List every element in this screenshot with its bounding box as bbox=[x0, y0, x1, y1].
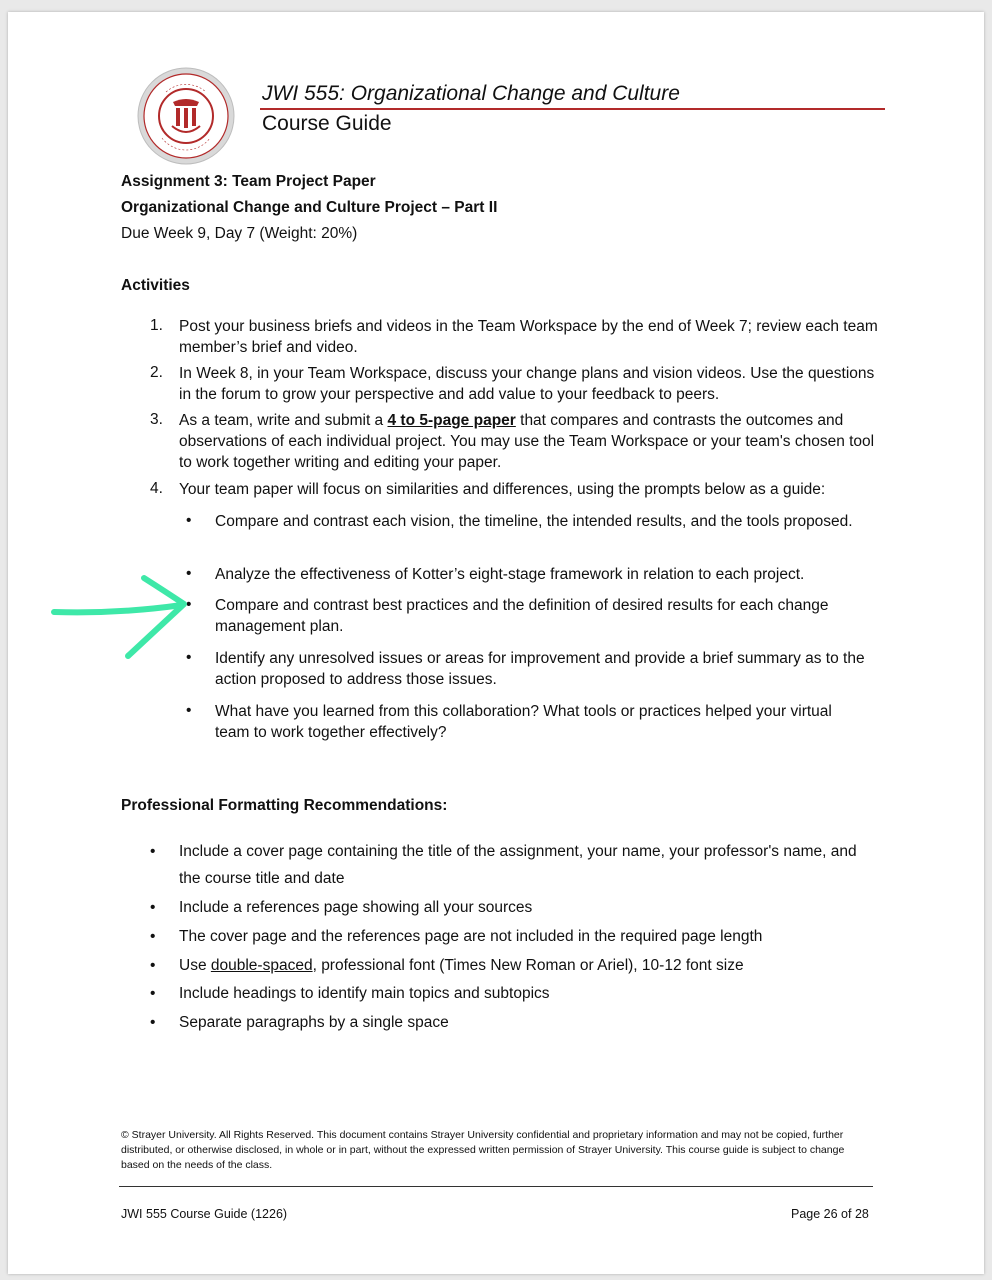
bullet-icon: • bbox=[150, 928, 156, 945]
bullet-icon: • bbox=[150, 957, 156, 974]
jack-welch-logo bbox=[136, 66, 236, 166]
bullet-icon: • bbox=[150, 843, 156, 860]
activity-number: 4. bbox=[150, 480, 163, 497]
prompt-item: Analyze the effectiveness of Kotter’s eight-stage framework in relation to each project. bbox=[215, 566, 805, 583]
formatting-item: Include a references page showing all your sources bbox=[179, 899, 533, 916]
course-subtitle: Course Guide bbox=[262, 112, 392, 135]
course-title: JWI 555: Organizational Change and Culture bbox=[262, 82, 680, 105]
activity-text: that compares and contrasts the outcomes and observations of each individual project. You may use the Team Workspace or your team's chosen tool to work together writing and editing your paper. bbox=[179, 412, 875, 471]
activity-text: As a team, write and submit a bbox=[179, 412, 388, 429]
activity-item: Post your business briefs and videos in the Team Workspace by the end of Week 7; review each team member’s brief and video. bbox=[179, 318, 878, 356]
double-spaced-emphasis: double-spaced bbox=[210, 957, 313, 974]
bullet-icon: • bbox=[150, 899, 156, 916]
document-id: JWI 555 Course Guide (1226) bbox=[121, 1207, 288, 1221]
formatting-text: , professional font (Times New Roman or Ariel), 10-12 font size bbox=[312, 957, 744, 974]
bullet-icon: • bbox=[186, 565, 192, 582]
formatting-item: Include headings to identify main topics and subtopics bbox=[179, 985, 550, 1002]
bullet-icon: • bbox=[186, 702, 192, 719]
header-rule bbox=[260, 108, 885, 110]
activity-item: In Week 8, in your Team Workspace, discuss your change plans and vision videos. Use the questions in the forum to grow your perspective and add value to your feedback to peers. bbox=[179, 365, 875, 403]
page-number: Page 26 of 28 bbox=[791, 1207, 869, 1221]
bullet-icon: • bbox=[186, 512, 192, 529]
bullet-icon: • bbox=[150, 1014, 156, 1031]
assignment-due: Due Week 9, Day 7 (Weight: 20%) bbox=[121, 225, 358, 242]
activities-heading: Activities bbox=[121, 277, 190, 294]
activity-number: 1. bbox=[150, 317, 163, 334]
bullet-icon: • bbox=[186, 596, 192, 613]
prompt-item: Identify any unresolved issues or areas for improvement and provide a brief summary as to the action proposed to address those issues. bbox=[215, 650, 865, 688]
activity-number: 3. bbox=[150, 411, 163, 428]
formatting-heading: Professional Formatting Recommendations: bbox=[121, 797, 448, 814]
formatting-item: Separate paragraphs by a single space bbox=[179, 1014, 449, 1031]
prompt-item: Compare and contrast best practices and the definition of desired results for each change management plan. bbox=[215, 597, 829, 635]
formatting-text: Use bbox=[179, 957, 211, 974]
activity-number: 2. bbox=[150, 364, 163, 381]
prompt-item: What have you learned from this collaboration? What tools or practices helped your virtual team to work together effectively? bbox=[215, 703, 832, 741]
assignment-title: Assignment 3: Team Project Paper bbox=[121, 173, 376, 190]
copyright-notice: © Strayer University. All Rights Reserved. This document contains Strayer University confidential and proprietary information and may not be copied, further distributed, or otherwise disclosed, in whole or in part, without the expressed written permission of Strayer University. This course guide is subject to change based on the needs of the class. bbox=[121, 1129, 845, 1171]
bullet-icon: • bbox=[150, 985, 156, 1002]
prompt-item: Compare and contrast each vision, the timeline, the intended results, and the tools proposed. bbox=[215, 513, 853, 530]
page-length-emphasis: 4 to 5-page paper bbox=[387, 412, 516, 429]
formatting-item bbox=[179, 952, 869, 979]
activity-item: Your team paper will focus on similarities and differences, using the prompts below as a guide: bbox=[179, 481, 826, 498]
assignment-subtitle: Organizational Change and Culture Project – Part II bbox=[121, 199, 498, 216]
annotation-arrow-icon bbox=[48, 570, 198, 665]
formatting-item: Include a cover page containing the title of the assignment, your name, your professor's name, and the course title and date bbox=[179, 843, 857, 887]
formatting-item: The cover page and the references page are not included in the required page length bbox=[179, 928, 763, 945]
bullet-icon: • bbox=[186, 649, 192, 666]
activity-item bbox=[179, 410, 879, 473]
footer-rule bbox=[119, 1186, 873, 1187]
